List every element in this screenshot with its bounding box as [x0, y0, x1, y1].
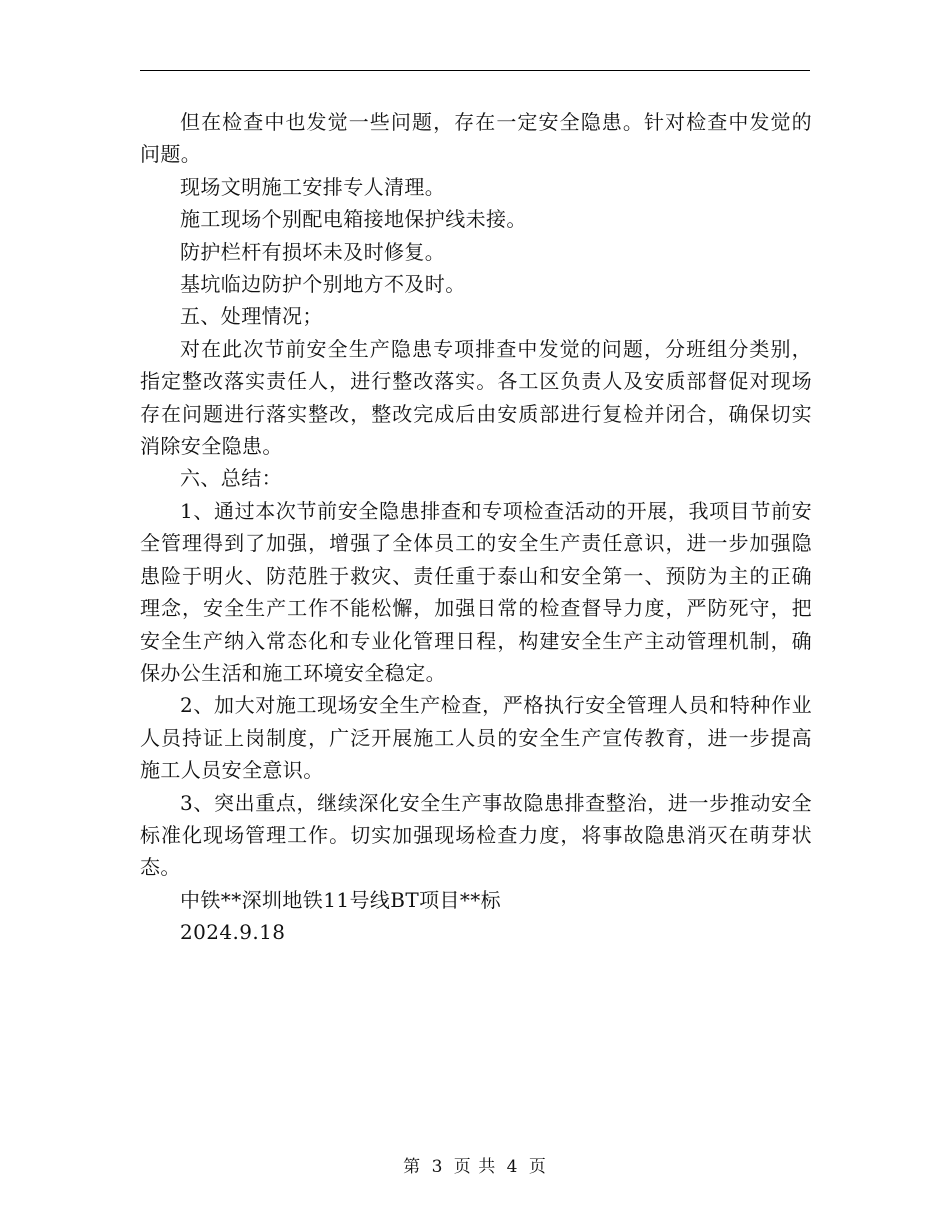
paragraph: 2、加大对施工现场安全生产检查，严格执行安全管理人员和特种作业人员持证上岗制度，广泛开展施工人员的安全生产宣传教育，进一步提高施工人员安全意识。: [140, 693, 812, 783]
paragraph: 1、通过本次节前安全隐患排查和专项检查活动的开展，我项目节前安全管理得到了加强，增强了全体员工的安全生产责任意识，进一步加强隐患险于明火、防范胜于救灾、责任重于泰山和安全第一、预防为主的正确理念，安全生产工作不能松懈，加强日常的检查督导力度，严防死守，把安全生产纳入常态化和专业化管理日程，构建安全生产主动管理机制，确保办公生活和施工环境安全稳定。: [140, 498, 812, 685]
footer-middle: 页 共: [453, 1157, 497, 1177]
paragraph: 施工现场个别配电箱接地保护线未接。: [180, 207, 527, 232]
footer-prefix: 第: [403, 1157, 422, 1177]
paragraph: 但在检查中也发觉一些问题，存在一定安全隐患。针对检查中发觉的问题。: [140, 110, 812, 167]
section-heading: 五、处理情况；: [180, 304, 323, 329]
header-rule: [140, 70, 810, 71]
total-page-count: 4: [506, 1157, 519, 1177]
paragraph: 对在此次节前安全生产隐患专项排查中发觉的问题，分班组分类别，指定整改落实责任人，进行整改落实。各工区负责人及安质部督促对现场存在问题进行落实整改，整改完成后由安质部进行复检并闭合，确保切实消除安全隐患。: [140, 336, 812, 459]
current-page-number: 3: [431, 1157, 444, 1177]
document-body: [140, 106, 812, 949]
section-heading: 六、总结：: [180, 466, 282, 491]
signature-date: 2024.9.18: [180, 920, 286, 945]
page-footer: [0, 1152, 950, 1177]
paragraph: 基坑临边防护个别地方不及时。: [180, 272, 466, 297]
paragraph: 3、突出重点，继续深化安全生产事故隐患排查整治，进一步推动安全标准化现场管理工作。切实加强现场检查力度，将事故隐患消灭在萌芽状态。: [140, 790, 812, 880]
footer-suffix: 页: [528, 1157, 547, 1177]
paragraph: 现场文明施工安排专人清理。: [180, 174, 446, 199]
signature-organization: 中铁**深圳地铁11号线BT项目**标: [180, 887, 502, 912]
paragraph: 防护栏杆有损坏未及时修复。: [180, 239, 446, 264]
